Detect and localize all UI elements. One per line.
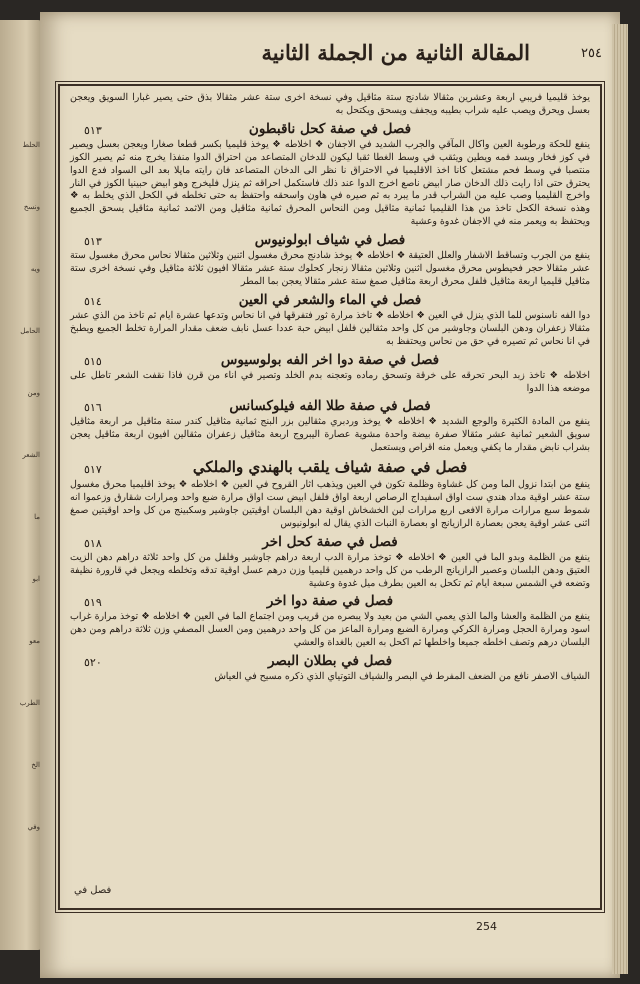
page-header bbox=[60, 38, 610, 78]
text-frame bbox=[58, 84, 602, 910]
section-heading-text: فصل في صفة دوا اخر bbox=[266, 593, 394, 610]
section-heading bbox=[70, 652, 590, 670]
facing-page-edge bbox=[0, 20, 44, 950]
section-number: ٥١٦ bbox=[84, 401, 102, 415]
margin-fragment: الطرب bbox=[19, 699, 40, 707]
margin-fragment: الحلط bbox=[22, 141, 40, 149]
section-heading bbox=[70, 457, 590, 478]
section-heading-text: فصل في صفة كحل ناقبطون bbox=[248, 120, 412, 137]
margin-fragment: ومن bbox=[27, 389, 40, 397]
margin-fragment: الشعر bbox=[22, 451, 40, 459]
section-heading bbox=[70, 120, 590, 138]
section-heading-text: فصل في صفة شياف يلقب بالهندي والملكي bbox=[192, 458, 468, 477]
text-paragraph: ينفع من الجرب وتساقط الاشفار والعلل العتيقة ❖ اخلاطه ❖ يوخذ شادنج محرق مغسول اثنين وثلاثين مثقالا نحاس محرق مغسول ستة عشر مثقالا حجر فحيطوس محرق مغسول اثنين وثلاثين مثقالا زنجار كحلوك ستة عشر مثقالا افيون ثلاثة مثاقيل وفي نسخة اخرى ستة مثاقيل قليميا اربعة مثاقيل فلفل محرق اربعة مثاقيل صمغ ستة عشر مثقالا يعجن بما المطر bbox=[70, 250, 590, 287]
section-heading bbox=[70, 592, 590, 610]
text-paragraph: ينفع من المادة الكثيرة والوجع الشديد ❖ اخلاطه ❖ يوخذ وردبري مثقالين بزر البنج ثمانية مثاقيل كندر ستة مثاقيل مر اربعة مثاقيل سويق الشعير ثمانية عشر مثقالا صفرة بيضة واحدة مشوية عصارة اليبروج اربعة مثاقيل زعفران مثقالين افيون اربعة مثاقيل يعجن بشراب نابض مقدار ما يكفي ويعمل منه اقراص ويستعمل bbox=[70, 416, 590, 454]
section-number: ٥٢٠ bbox=[84, 656, 102, 670]
page-title: المقالة الثانية من الجملة الثانية bbox=[261, 40, 530, 65]
margin-fragment: ونسخ bbox=[23, 203, 40, 211]
section-heading-text: فصل في بطلان البصر bbox=[267, 653, 393, 670]
margin-fragment: الخ bbox=[31, 761, 40, 769]
section-number: ٥١٩ bbox=[84, 596, 102, 610]
section-number: ٥١٤ bbox=[84, 294, 102, 308]
section-heading-text: فصل في الماء والشعر في العين bbox=[238, 291, 422, 308]
margin-fragment: ما bbox=[34, 513, 40, 521]
section-heading bbox=[70, 291, 590, 309]
section-heading-text: فصل في صفة كحل اخر bbox=[262, 533, 398, 550]
section-number: ٥١٣ bbox=[84, 123, 102, 137]
section-heading-text: فصل في صفة طلا الفه فيلوكسانس bbox=[229, 398, 431, 415]
section-heading bbox=[70, 533, 590, 551]
text-paragraph: ينفع من الظلمة والعشا والما الذي يعمي الشي من بعيد ولا يبصره من قريب ومن اجتماع الما في العين ❖ اخلاطه ❖ توخذ مرارة غراب اسود ومرارة الحجل ومرارة الكركي ومرارة الضبع ومرارة الماعز من كل واحد درهمين ومن العسل المصفي وزن ثلاثة دراهم ومن دهن البلسان درهم وتصف اخلطه جميعا واخلطها ثم اكحل به العين بالغداة والعشي bbox=[70, 611, 590, 649]
margin-fragment: معو bbox=[29, 637, 40, 645]
text-body bbox=[70, 92, 590, 902]
text-paragraph: ينفع من الظلمة وبدو الما في العين ❖ اخلاطه ❖ توخذ مرارة الدب اربعة دراهم جاوشير وفلفل من كل واحد ثلاثة دراهم دهن الزيت العتيق ودهن البلسان وعصير الرازيانج الرطب من كل واحد درهمين قليميا وزن درهم عسل اوقية تدقه وتخلطه ويجعل في قارورة نظيفة وتضعه في الشمس سبعة ايام ثم تكحل به العين بطرف ميل غدوة وعشية bbox=[70, 551, 590, 589]
text-paragraph: ينفع للحكة ورطوبة العين واكال المآقي والجرب الشديد في الاجفان ❖ اخلاطه ❖ يوخذ قليميا بكسر قطعا صغارا ويعجن بعسل ويصير في كوز فخار ويسد فمه ويطين ويثقب في وسط الغطا ثقبا ليكون للدخان المتصاعد من احتراق الدوا منفذا يخرج منه ثم يصير الكوز منتصبا في وسط فحم مشتعل كانا اخذ الاقليميا في الاحتراق نا نظر الى الدخان المتصاعد فان رايته مايلا بعد الى السواد فدع الدوا يحترق حتى اذا رايت ذلك الدخان صار ابيض ناصع اخرج الدوا عند ذلك فاستكمل احراقه ثم ينزل فليخرج وهو ابيض حبينيا الكوز في النار واخرج القليميا وصب عليه من الشراب قدر ما يبرد به ثم صيره في هاون واسحقه واحتفظ به حتى تخلطه في الكحل الذي يخلط به ❖ وهذه نسخة الكحل تاخذ من هذا القليميا ثمانية مثاقيل ومن النحاس المحرق ثمانية مثاقيل ومن الاثمد ثمانية مثاقيل يسحق الجميع ويحتفظ به ويعمر منه في الاجفان غدوة وعشية bbox=[70, 138, 590, 228]
section-number: ٥١٣ bbox=[84, 235, 102, 249]
catchword: فصل في bbox=[74, 885, 112, 896]
text-paragraph: دوا الفه ناسنوس للما الذي ينزل في العين ❖ اخلاطه ❖ تاخذ مرارة ثور فتفرقها في انا نحاس وتدعها عشرة ايام ثم تاخذ من الذي عشر مثقالا زعفران ودهن البلسان وجاوشير من كل واحد مثقالين فلفل ابيض حبة عددا عسل نابف ضعف مقدار المرارة تخلط الجميع ويطبخ في انا نحاس ثم تصيره في حق من نحاس ويحتفظ به bbox=[70, 309, 590, 347]
section-number: ٥١٧ bbox=[84, 463, 102, 477]
section-number: ٥١٨ bbox=[84, 536, 102, 550]
section-heading bbox=[70, 231, 590, 249]
section-number: ٥١٥ bbox=[84, 354, 102, 368]
page-stack-edge bbox=[612, 24, 628, 974]
section-heading-text: فصل في صفة دوا اخر الفه بولوسيوس bbox=[220, 351, 440, 368]
section-heading bbox=[70, 351, 590, 369]
text-paragraph: الشياف الاصفر نافع من الضعف المفرط في البصر والشياف التوتياي الذي ذكره مسيح في العياش bbox=[214, 671, 590, 683]
text-paragraph: ينفع من ابتدا نزول الما ومن كل غشاوة وظلمة تكون في العين ويذهب اثار القروح في العين ❖ اخلاطه ❖ يوخذ اقليميا محرق مغسول ستة عشر اوقية مداد هندي ست اواق اسفيداج الرصاص اربعة اواق فلفل ابيض ست اواق مرارة ضبع واحد ومرارات شقارق وزعموا انه شموط سبع مرارات مرارة الافعى اربع مرارات لبن الخشخاش اوقية دهن البلسان اوقيتين جاوشير وسكبينج من كل واحد اوقيتين صمغ اثنى عشر اوقية يعجن بعصارة الرازيانج او بعصارة النبات الذي يقال له ابولونيوس bbox=[70, 479, 590, 529]
section-heading bbox=[70, 397, 590, 415]
section-heading-text: فصل في شياف ابولونيوس bbox=[254, 232, 406, 249]
margin-fragment: الحامل bbox=[20, 327, 40, 335]
footer-page-number: 254 bbox=[476, 920, 497, 933]
margin-fragment: ابو bbox=[32, 575, 40, 583]
page-number: ٢٥٤ bbox=[581, 46, 602, 61]
margin-fragment: ويه bbox=[30, 265, 40, 273]
text-paragraph: يوخذ قليميا فريبي اربعة وعشرين مثقالا شادنج ستة مثاقيل وفي نسخة اخرى ستة عشر مثقالا بذق حتى يصير غبارا السويق ويعجن بعسل ويحرق ويصب عليه شراب بطيبه ويجفف ويسحق ويكتحل به bbox=[70, 92, 590, 116]
text-paragraph: اخلاطه ❖ تاخذ زبد البحر تحرقه على خرقة وتسحق رماده وتعجنه بدم الخلد وتصير في اناء من قرن فاذا نقفت الشعر تاطل على موضعه هذا الدوا bbox=[70, 369, 590, 394]
margin-fragment: وفي bbox=[27, 823, 40, 831]
